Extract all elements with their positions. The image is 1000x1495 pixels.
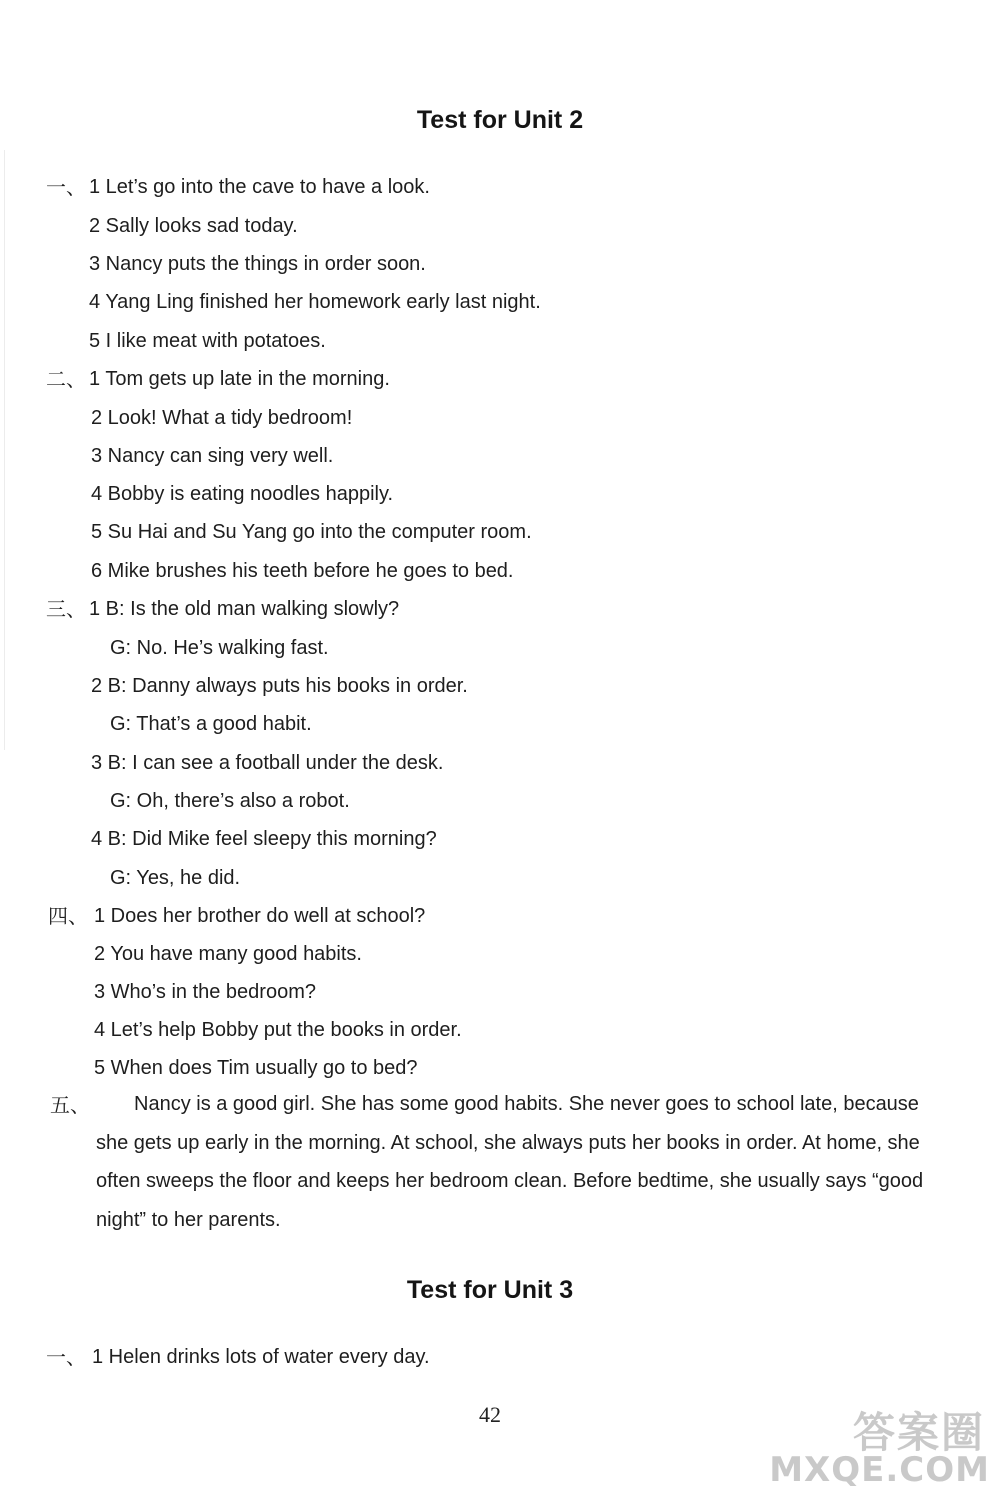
scan-edge — [4, 150, 5, 750]
unit2-section4-marker: 四、 — [48, 904, 88, 928]
answer-line: 6 Mike brushes his teeth before he goes to bed. — [91, 560, 514, 582]
watermark-logo — [770, 1400, 995, 1490]
unit2-title: Test for Unit 2 — [416, 106, 584, 134]
passage-paragraph: Nancy is a good girl. She has some good habits. She never goes to school late, because she gets up early in the morning. At school, she always puts her books in order. At home, she often sweeps the floor and keeps her bedroom clean. Before bedtime, she usually says “good night” to her parents. — [96, 1093, 924, 1231]
watermark-text-top: 答案圈 — [852, 1408, 985, 1457]
dialogue-line: G: Yes, he did. — [110, 867, 241, 889]
unit2-section3-marker: 三、 — [46, 597, 86, 621]
answer-line: 1 Tom gets up late in the morning. — [89, 368, 390, 390]
page-number: 42 — [479, 1402, 501, 1427]
dialogue-line: 2 B: Danny always puts his books in order. — [91, 675, 468, 697]
answer-line: 4 Bobby is eating noodles happily. — [91, 483, 394, 505]
answer-line: 3 Nancy can sing very well. — [91, 445, 334, 467]
unit3-title: Test for Unit 3 — [406, 1276, 574, 1304]
answer-line: 1 Helen drinks lots of water every day. — [92, 1346, 430, 1368]
unit3-section1-marker: 一、 — [46, 1345, 86, 1369]
answer-line: 2 Look! What a tidy bedroom! — [91, 407, 353, 429]
dialogue-line: 4 B: Did Mike feel sleepy this morning? — [91, 828, 437, 850]
answer-line: 1 Let’s go into the cave to have a look. — [89, 176, 430, 198]
answer-line: 2 Sally looks sad today. — [89, 215, 298, 237]
unit2-section2-marker: 二、 — [46, 367, 86, 391]
dialogue-line: G: No. He’s walking fast. — [110, 637, 329, 659]
dialogue-line: 1 B: Is the old man walking slowly? — [89, 598, 400, 620]
unit2-section1-marker: 一、 — [46, 175, 86, 199]
dialogue-line: G: Oh, there’s also a robot. — [110, 790, 350, 812]
answer-line: 1 Does her brother do well at school? — [94, 905, 426, 927]
watermark-text-bottom: MXQE.COM — [769, 1450, 990, 1490]
answer-line: 3 Who’s in the bedroom? — [94, 981, 316, 1003]
dialogue-line: 3 B: I can see a football under the desk. — [91, 752, 444, 774]
answer-line: 5 When does Tim usually go to bed? — [94, 1057, 418, 1079]
answer-line: 4 Yang Ling finished her homework early last night. — [89, 291, 541, 313]
unit2-section5-marker: 五、 — [50, 1093, 90, 1117]
answer-line: 4 Let’s help Bobby put the books in order. — [94, 1019, 462, 1041]
answer-line: 3 Nancy puts the things in order soon. — [89, 253, 426, 275]
answer-line: 5 Su Hai and Su Yang go into the computer room. — [91, 521, 532, 543]
answer-line: 5 I like meat with potatoes. — [89, 330, 326, 352]
dialogue-line: G: That’s a good habit. — [110, 713, 312, 735]
answer-line: 2 You have many good habits. — [94, 943, 362, 965]
